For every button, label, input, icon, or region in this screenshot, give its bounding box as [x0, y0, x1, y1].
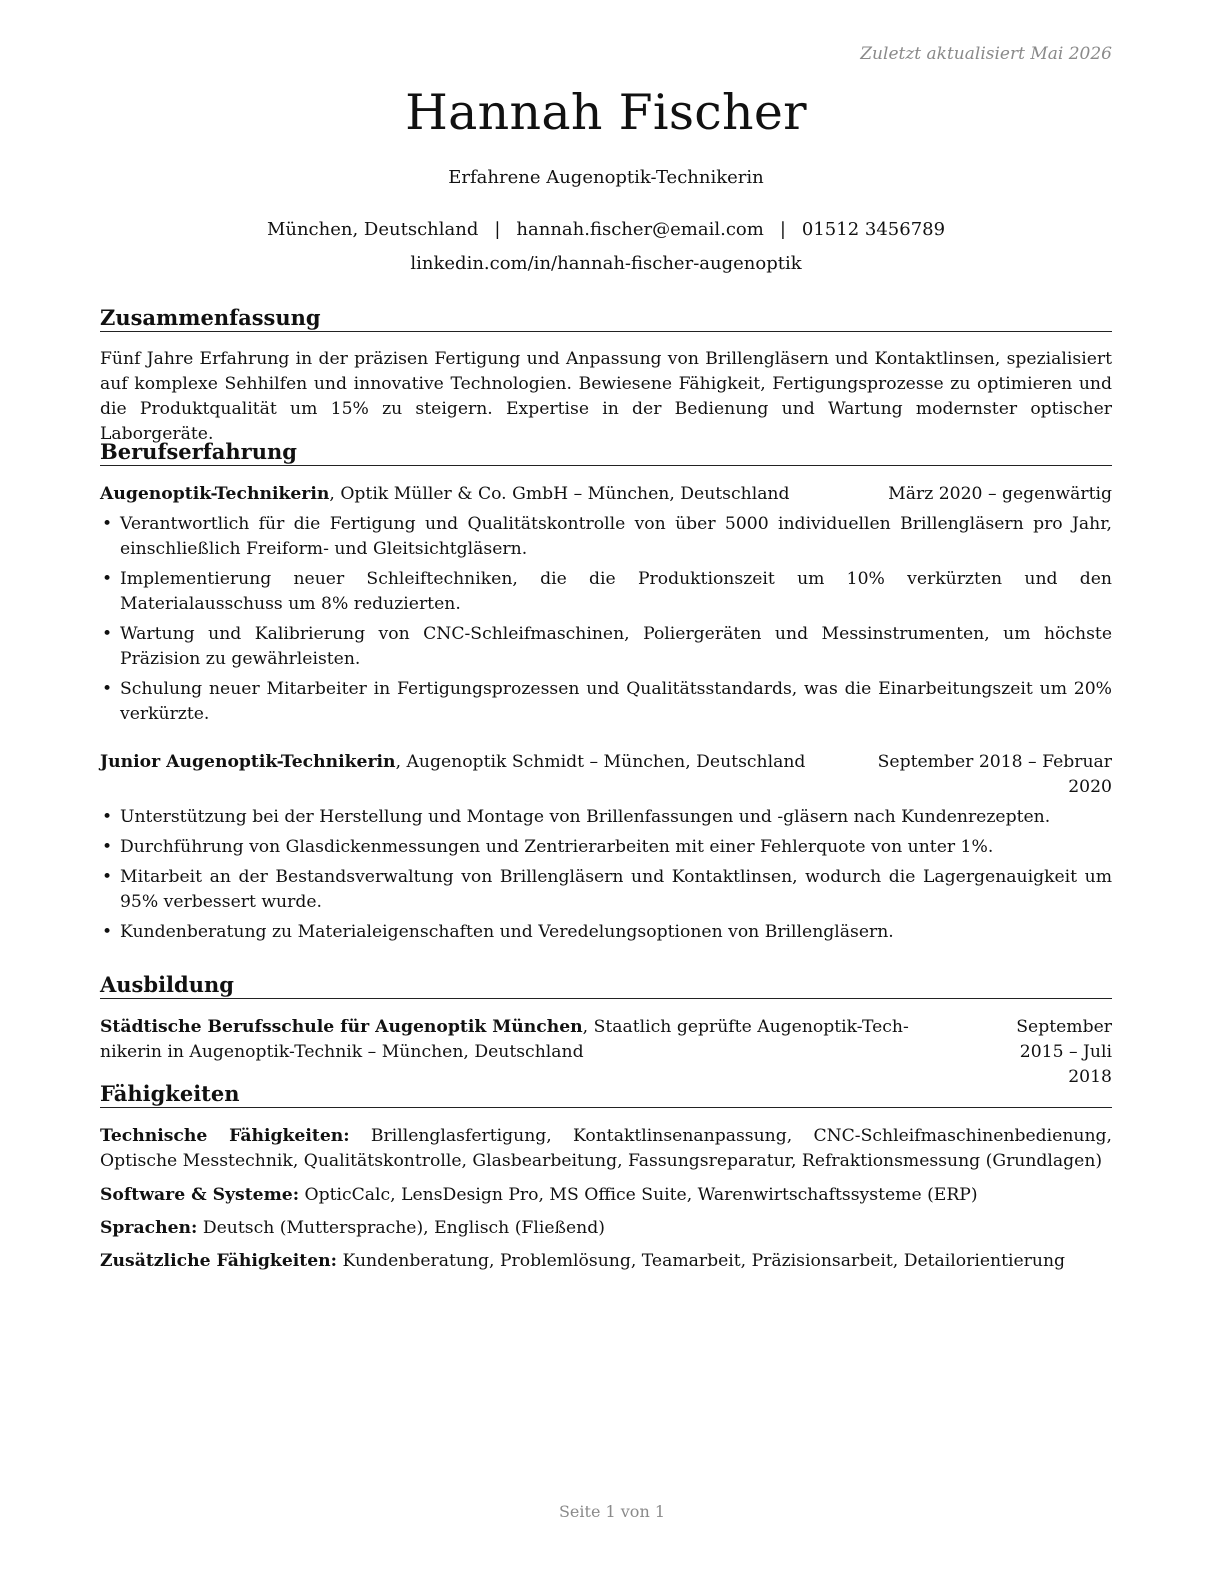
- bullet-icon: •: [102, 569, 113, 589]
- job-title: Junior Augenoptik-Technikerin: [100, 752, 396, 772]
- skill-label: Sprachen:: [100, 1218, 198, 1238]
- linkedin-link[interactable]: linkedin.com/in/hannah-fischer-augenoptik: [410, 253, 802, 274]
- education-dates: September 2015 – Juli 2018: [1016, 1017, 1112, 1087]
- bullet-icon: •: [102, 837, 113, 857]
- job-dates: September 2018 – Februar 2020: [877, 752, 1112, 797]
- separator: |: [494, 219, 501, 240]
- location: München, Deutschland: [266, 219, 479, 240]
- separator: |: [779, 219, 786, 240]
- skill-line: [100, 1249, 1112, 1274]
- education-school-degree: Städtische Berufsschule für Augenoptik München, Staatlich geprüfte Augenoptik-Tech- nikerin in Augenoptik-Technik – München, Deutschland: [100, 1017, 909, 1062]
- job-title-company: [100, 482, 790, 507]
- job-bullets: [100, 512, 1112, 732]
- section-title-education: Ausbildung: [100, 972, 1112, 999]
- education-school: Städtische Berufsschule für Augenoptik München: [100, 1017, 583, 1037]
- job-company: , Optik Müller & Co. GmbH – München, Deutschland: [329, 484, 790, 504]
- job-dates: März 2020 – gegenwärtig: [888, 484, 1112, 504]
- skill-line: [100, 1216, 1112, 1241]
- summary-text: Fünf Jahre Erfahrung in der präzisen Fertigung und Anpassung von Brillengläsern und Kontaktlinsen, spezialisiert auf komplexe Sehhilfen und innovative Technologien. Bewiesene Fähigkeit, Fertigungsprozesse zu optimieren und die Produktqualität um 15% zu steigern. Expertise in der Bedienung und Wartung modernster optischer Laborgeräte.: [100, 349, 1112, 444]
- list-item: • Mitarbeit an der Bestandsverwaltung von Brillengläsern und Kontaktlinsen, wodurch die Lagergenauigkeit um 95% verbessert wurde.: [102, 867, 1112, 912]
- bullet-icon: •: [102, 679, 113, 699]
- section-title-summary: Zusammenfassung: [100, 305, 1112, 332]
- skill-value: Deutsch (Muttersprache), Englisch (Fließend): [197, 1218, 605, 1238]
- job-company: , Augenoptik Schmidt – München, Deutschland: [395, 752, 806, 772]
- skill-label: Zusätzliche Fähigkeiten:: [100, 1251, 338, 1271]
- skill-label: Technische Fähigkeiten:: [100, 1126, 350, 1146]
- bullet-icon: •: [102, 922, 113, 942]
- section-title-experience: Berufserfahrung: [100, 439, 1112, 466]
- bullet-icon: •: [102, 514, 113, 534]
- list-item: • Verantwortlich für die Fertigung und Qualitätskontrolle von über 5000 individuellen Brillengläsern pro Jahr, einschließlich Freiform- und Gleitsichtgläsern.: [102, 514, 1112, 559]
- job-title: Augenoptik-Technikerin: [100, 484, 330, 504]
- skill-value: Kundenberatung, Problemlösung, Teamarbeit, Präzisionsarbeit, Detailorientierung: [337, 1251, 1066, 1271]
- skill-line: [100, 1183, 1112, 1208]
- page-footer: Seite 1 von 1: [558, 1502, 666, 1521]
- list-item: • Implementierung neuer Schleiftechniken, die die Produktionszeit um 10% verkürzten und den Materialausschuss um 8% reduzierten.: [102, 569, 1112, 614]
- skill-label: Software & Systeme:: [100, 1185, 300, 1205]
- skill-value: Brillenglasfertigung, Kontaktlinsenanpassung, CNC-Schleifmaschinenbedienung, Optische Messtechnik, Qualitätskontrolle, Glasbearbeitung, Fassungsreparatur, Refraktionsmessung (Grundlagen): [100, 1126, 1112, 1171]
- candidate-name: Hannah Fischer: [405, 84, 807, 141]
- list-item: • Durchführung von Glasdickenmessungen und Zentrierarbeiten mit einer Fehlerquote von unter 1%.: [100, 835, 1112, 860]
- list-item: • Wartung und Kalibrierung von CNC-Schleifmaschinen, Poliergeräten und Messinstrumenten, um höchste Präzision zu gewährleisten.: [102, 624, 1112, 669]
- email-link[interactable]: hannah.fischer@email.com: [516, 219, 764, 240]
- last-updated: Zuletzt aktualisiert Mai 2026: [860, 44, 1112, 64]
- bullet-icon: •: [102, 867, 113, 887]
- list-item: • Unterstützung bei der Herstellung und Montage von Brillenfassungen und -gläsern nach Kundenrezepten.: [100, 805, 1112, 830]
- list-item: • Kundenberatung zu Materialeigenschaften und Veredelungsoptionen von Brillengläsern.: [100, 920, 1112, 945]
- contact-line: [100, 219, 1112, 240]
- bullet-icon: •: [102, 624, 113, 644]
- job-bullets: [100, 805, 1112, 950]
- skill-value: OpticCalc, LensDesign Pro, MS Office Suite, Warenwirtschaftssysteme (ERP): [299, 1185, 978, 1205]
- phone: 01512 3456789: [801, 219, 946, 240]
- candidate-subtitle: Erfahrene Augenoptik-Technikerin: [448, 167, 764, 188]
- job-title-company: [100, 750, 805, 775]
- list-item: • Schulung neuer Mitarbeiter in Fertigungsprozessen und Qualitätsstandards, was die Einarbeitungszeit um 20% verkürzte.: [102, 679, 1112, 724]
- section-title-skills: Fähigkeiten: [100, 1081, 1112, 1108]
- bullet-icon: •: [102, 807, 113, 827]
- skill-line: [100, 1124, 1112, 1174]
